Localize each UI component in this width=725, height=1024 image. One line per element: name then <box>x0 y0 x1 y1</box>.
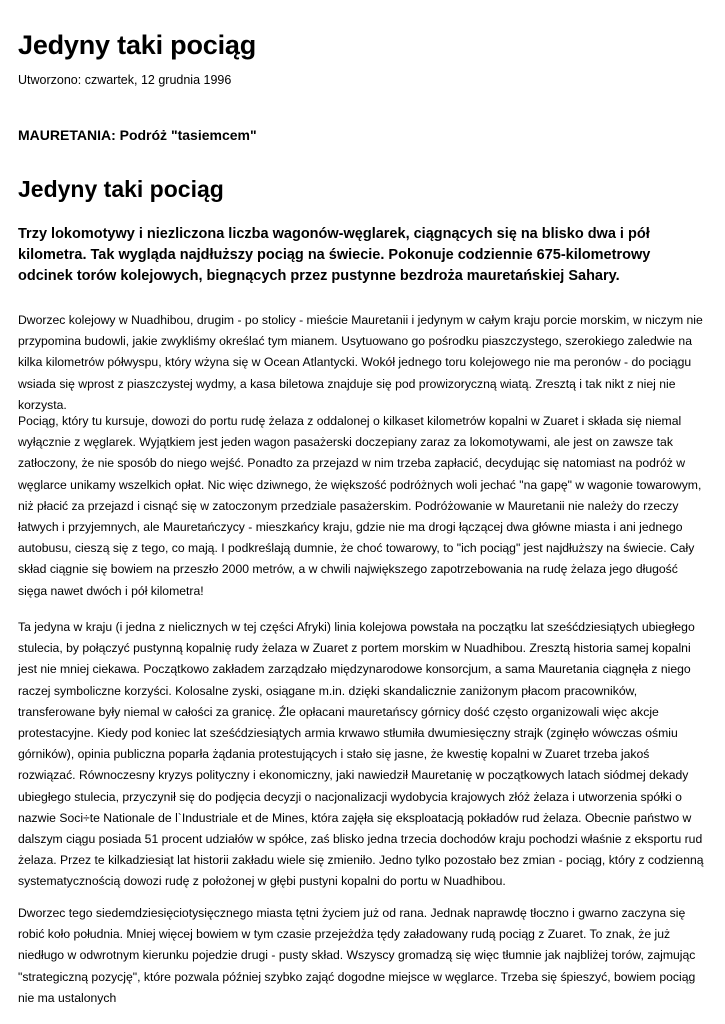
paragraph-4: Dworzec tego siedemdziesięciotysięcznego miasta tętni życiem już od rana. Jednak naprawdę tłoczno i gwarno zaczyna się robić koło południa. Mniej więcej bowiem w tym czasie przejeżdża tędy załadowany rudą pociąg z Zuaret. To znak, że już niedługo w odwrotnym kierunku pojedzie drugi - pusty skład. Wszyscy gromadzą się więc tłumnie jak najbliżej torów, zajmując "strategiczną pozycję", które pozwala później szybko zająć dogodne miejsce w węglarce. Trzeba się śpieszyć, bowiem pociąg nie ma ustalonych <box>18 906 696 1005</box>
paragraph-2: Pociąg, który tu kursuje, dowozi do portu rudę żelaza z oddalonej o kilkaset kilometrów kopalni w Zuaret i składa się niemal wyłącznie z węglarek. Wyjątkiem jest jeden wagon pasażerski doczepiany zaraz za lokomotywami, ale jest on zawsze tak zatłoczony, że nie sposób do niego wejść. Ponadto za przejazd w nim trzeba zapłacić, decydując się natomiast na podróż w węglarce unikamy wszelkich opłat. Nic więc dziwnego, że większość podróżnych woli jechać "na gapę" w wagonie towarowym, niż płacić za przejazd i cisnąć się w zatoczonym przedziale pasażerskim. Podróżowanie w Mauretanii nie należy do rzeczy łatwych i przyjemnych, ale Mauretańczycy - mieszkańcy kraju, gdzie nie ma drogi łączącej dwa główne miasta i ani jednego autobusu, cieszą się z tego, co mają. I podkreślają dumnie, że choć towarowy, to "ich pociąg" jest najdłuższy na świecie. Cały skład ciągnie się bowiem na przeszło 2000 metrów, a w chwili największego zapotrzebowania na rudę żelaza jego długość sięga nawet dwóch i pół kilometra! <box>18 414 702 598</box>
paragraph-1: Dworzec kolejowy w Nuadhibou, drugim - po stolicy - mieście Mauretanii i jedynym w całym kraju porcie morskim, w niczym nie przypomina budowli, jakie zwykliśmy określać tym mianem. Usytuowano go pośrodku piaszczystego, szerokiego zaledwie na kilka kilometrów półwyspu, który wżyna się w Ocean Atlantycki. Wokół jednego toru kolejowego nie ma peronów - do pociągu wsiada się wprost z piaszczystej wydmy, a kasa biletowa znajduje się pod prowizoryczną wiatą. Zresztą i tak nikt z niej nie korzysta. <box>18 313 703 412</box>
document-title: Jedyny taki pociąg <box>18 30 256 60</box>
article-title: Jedyny taki pociąg <box>18 176 224 202</box>
created-date: Utworzono: czwartek, 12 grudnia 1996 <box>18 73 232 87</box>
paragraph-3: Ta jedyna w kraju (i jedna z nielicznych w tej części Afryki) linia kolejowa powstała na początku lat sześćdziesiątych ubiegłego stulecia, by połączyć pustynną kopalnię rudy żelaza w Zuaret z portem morskim w Nuadhibou. Zresztą historia samej kopalni jest nie mniej ciekawa. Początkowo zakładem zarządzało międzynarodowe konsorcjum, a sama Mauretania ciągnęła z niego raczej symboliczne korzyści. Kolosalne zyski, osiągane m.in. dzięki skandalicznie zaniżonym płacom pracowników, transferowane były niemal w całości za granicę. Źle opłacani mauretańscy górnicy dość często organizowali więc akcje protestacyjne. Kiedy pod koniec lat sześćdziesiątych armia krwawo stłumiła dwumiesięczny strajk (zginęło wówczas ośmiu górników), opinia publiczna poparła żądania protestujących i stało się jasne, że kwestię kopalni w Zuaret trzeba jakoś rozwiązać. Równoczesny kryzys polityczny i ekonomiczny, jaki nawiedził Mauretanię w początkowych latach siódmej dekady ubiegłego stulecia, przyczynił się do podjęcia decyzji o nacjonalizacji wydobycia krajowych złóż żelaza i utworzenia spółki o nazwie Soci÷te Nationale de l`Industriale et de Mines, która zajęła się eksploatacją pokładów rud żelaza. Obecnie państwo w dalszym ciągu posiada 51 procent udziałów w spółce, zaś blisko jedna trzecia dochodów kraju pochodzi właśnie z eksportu rud żelaza. Przez te kilkadziesiąt lat historii zakładu wiele się zmieniło. Jedno tylko pozostało bez zmian - pociąg, który z codzienną systematycznością dowozi rudę z położonej w głębi pustyni kopalni do portu w Nuadhibou. <box>18 620 704 889</box>
section-heading: MAURETANIA: Podróż "tasiemcem" <box>18 127 257 143</box>
article-lead: Trzy lokomotywy i niezliczona liczba wagonów-węglarek, ciągnących się na blisko dwa i pół kilometra. Tak wygląda najdłuższy pociąg na świecie. Pokonuje codziennie 675-kilometrowy odcinek torów kolejowych, biegnących przez pustynne bezdroża mauretańskiej Sahary. <box>18 226 651 284</box>
